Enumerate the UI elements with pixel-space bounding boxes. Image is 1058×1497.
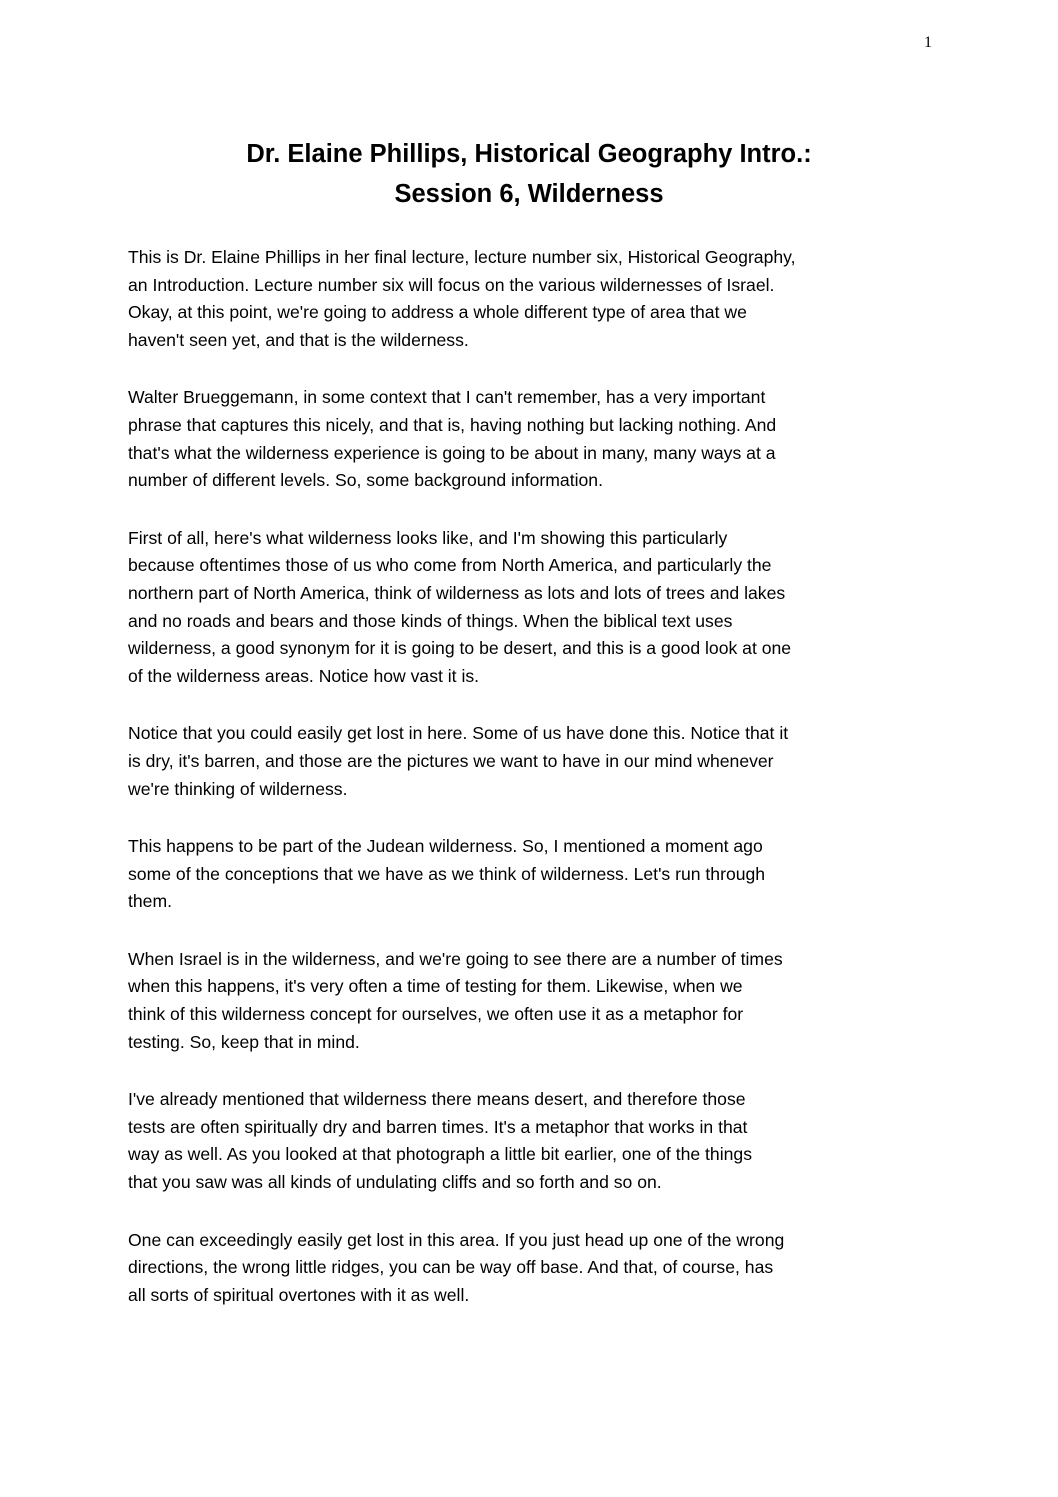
- text-line: way as well. As you looked at that photograph a little bit earlier, one of the things: [128, 1144, 752, 1165]
- paragraph: [128, 525, 948, 691]
- paragraph: [128, 1086, 948, 1196]
- text-line: that's what the wilderness experience is going to be about in many, many ways at a: [128, 442, 776, 463]
- text-line: when this happens, it's very often a time of testing for them. Likewise, when we: [128, 976, 743, 997]
- title-line: Session 6, Wilderness: [394, 180, 664, 208]
- text-line: all sorts of spiritual overtones with it as well.: [128, 1284, 470, 1305]
- text-line: we're thinking of wilderness.: [128, 778, 348, 799]
- text-line: think of this wilderness concept for ourselves, we often use it as a metaphor for: [128, 1004, 744, 1025]
- text-line: an Introduction. Lecture number six will focus on the various wildernesses of Israel.: [128, 274, 775, 295]
- paragraph: [128, 946, 948, 1056]
- paragraph: [128, 244, 948, 354]
- text-line: that you saw was all kinds of undulating cliffs and so forth and so on.: [128, 1172, 662, 1193]
- paragraph: [128, 833, 948, 916]
- text-line: This is Dr. Elaine Phillips in her final lecture, lecture number six, Historical Geography,: [128, 247, 796, 267]
- text-line: One can exceedingly easily get lost in this area. If you just head up one of the wrong: [128, 1229, 785, 1250]
- text-line: some of the conceptions that we have as we think of wilderness. Let's run through: [128, 863, 766, 884]
- document-body: [128, 244, 948, 1339]
- text-line: directions, the wrong little ridges, you can be way off base. And that, of course, has: [128, 1257, 774, 1278]
- text-line: phrase that captures this nicely, and that is, having nothing but lacking nothing. And: [128, 414, 777, 435]
- text-line: I've already mentioned that wilderness there means desert, and therefore those: [128, 1089, 746, 1110]
- text-line: Notice that you could easily get lost in here. Some of us have done this. Notice that it: [128, 723, 789, 744]
- text-line: of the wilderness areas. Notice how vast it is.: [128, 665, 480, 686]
- text-line: First of all, here's what wilderness looks like, and I'm showing this particularly: [128, 527, 728, 548]
- text-line: haven't seen yet, and that is the wilderness.: [128, 329, 469, 350]
- paragraph: [128, 1227, 948, 1310]
- text-line: Walter Brueggemann, in some context that I can't remember, has a very important: [128, 387, 766, 408]
- title-line: Dr. Elaine Phillips, Historical Geography Intro.:: [246, 140, 812, 168]
- paragraph: [128, 384, 948, 494]
- text-line: testing. So, keep that in mind.: [128, 1031, 360, 1052]
- document-title: [0, 134, 1058, 214]
- text-line: them.: [128, 891, 173, 912]
- text-line: This happens to be part of the Judean wilderness. So, I mentioned a moment ago: [128, 836, 763, 857]
- text-line: number of different levels. So, some background information.: [128, 470, 603, 491]
- paragraph: [128, 720, 948, 803]
- text-line: because oftentimes those of us who come from North America, and particularly the: [128, 555, 772, 576]
- text-line: Okay, at this point, we're going to address a whole different type of area that we: [128, 302, 747, 323]
- page-number: 1: [924, 34, 932, 51]
- text-line: When Israel is in the wilderness, and we're going to see there are a number of times: [128, 948, 783, 969]
- text-line: wilderness, a good synonym for it is going to be desert, and this is a good look at one: [128, 638, 792, 659]
- text-line: is dry, it's barren, and those are the pictures we want to have in our mind whenever: [128, 750, 774, 771]
- text-line: tests are often spiritually dry and barren times. It's a metaphor that works in that: [128, 1116, 748, 1137]
- text-line: northern part of North America, think of wilderness as lots and lots of trees and lakes: [128, 582, 786, 603]
- text-line: and no roads and bears and those kinds of things. When the biblical text uses: [128, 610, 733, 631]
